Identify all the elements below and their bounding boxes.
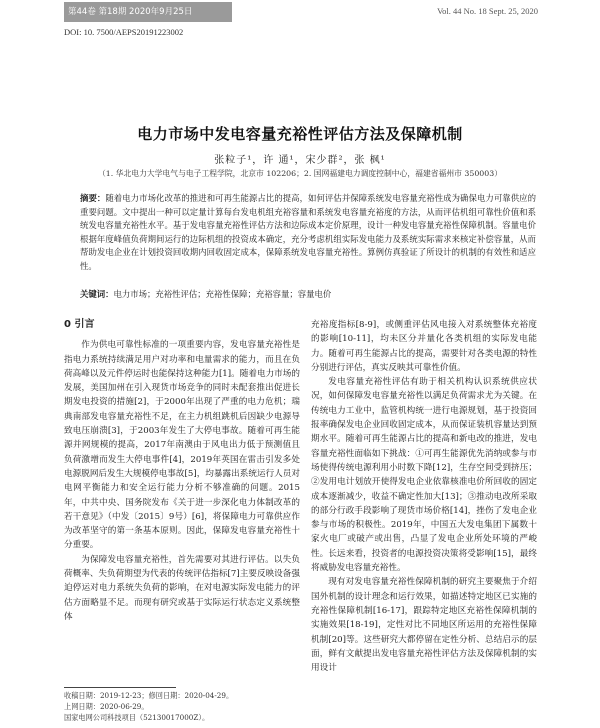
received-date: 收稿日期：2019-12-23；修回日期：2020-04-29。 — [64, 691, 234, 700]
abstract — [80, 192, 536, 274]
journal-header — [0, 0, 600, 24]
keywords-text: 电力市场；充裕性评估；充裕性保障；充裕容量；容量电价 — [113, 289, 332, 299]
abstract-label: 摘要： — [80, 193, 106, 203]
paragraph: 发电容量充裕性评估有助于相关机构认识系统供应状况，如何保障发电容量充裕性以满足负荷需求尤为关键。在传统电力工业中，监管机构统一进行电源规划，基于投资回报率确保发电企业回收固定成本，从而保证装机容量达到预期水平。随着可再生能源占比的提高和新电改的推进，发电容量充裕性面临如下挑战：①可再生能源优先消纳或参与市场使得传统电源利用小时数下降[12]，生存空间受到挤压；②发用电计划放开使得发电企业依靠核准电价所回收的固定成本逐渐减少，收益不确定性加大[13]；③推动电改所采取的部分行政手段影响了现货市场价格[14]，挫伤了发电企业参与市场的积极性。2019年，中国五大发电集团下属数十家火电厂或破产或出售，凸显了发电企业所处环境的严峻性。长远来看，投资者的电源投资决策将受影响[15]，最终将威胁发电容量充裕性。 — [311, 377, 537, 574]
abstract-text: 随着电力市场化改革的推进和可再生能源占比的提高，如何评估并保障系统发电容量充裕性成为确保电力可靠供应的重要问题。文中提出一种可以定量计算每台发电机组充裕容量和系统发电容量充裕度的方法，从而评估机组可靠性价值和系统发电容量充裕性水平。基于发电容量充裕性评估方法和边际成本定价原理，设计一种发电容量充裕性保障机制。容量电价根据年度峰值负荷期间运行的边际机组的投资成本确定，充分考虑机组实际发电能力及系统实际需求来核定补偿容量，从而帮助发电企业在计划投资回收期内回收固定成本，保障系统发电容量充裕性。算例仿真验证了所设计的机制的有效性和适应性。 — [80, 193, 537, 271]
affiliation: （1. 华北电力大学电气与电子工程学院，北京市 102206；2. 国网福建电力调度控制中心，福建省福州市 350003） — [98, 169, 502, 178]
keywords — [80, 288, 536, 300]
fund-info: 国家电网公司科技项目（52130017000Z）。 — [64, 713, 210, 722]
right-column — [311, 318, 537, 675]
paragraph: 作为供电可靠性标准的一项重要内容，发电容量充裕性是指电力系统持续满足用户对功率和电量需求的能力，而且在负荷高峰以及元件停运时也能保持这种能力[1]。随着电力市场的发展，美国加州在引入现货市场竞争的同时未配套推出促进长期发电投资的措施[2]，于2000年出现了严重的电力危机；瑞典南部发电容量充裕性不足，在主力机组跳机后因缺少电源导致电压崩溃[3]，于2003年发生了大停电事故。随着可再生能源并网规模的提高，2017年南澳由于风电出力低于预测值且负荷激增而发生大停电事件[4]，2019年英国在雷击引发多处电源脱网后发生大规模停电事故[5]，均暴露出系统运行人员对电网平衡能力和安全运行能力分析不够准确的问题。2015年，中共中央、国务院发布《关于进一步深化电力体制改革的若干意见》（中发〔2015〕9号）[6]，将保障电力可靠供应作为改革坚守的第一条基本原则。因此，保障发电容量充裕性十分重要。 — [64, 340, 300, 551]
paragraph: 充裕度指标[8-9]，或侧重评估风电接入对系统整体充裕度的影响[10-11]，均未区分并量化各类机组的实际发电能力。随着可再生能源占比的提高，需要针对各类电源的特性分别进行评估，真实反映其可靠性价值。 — [311, 320, 537, 373]
issue-info: 第44卷 第18期 2020年9月25日 — [64, 2, 232, 22]
issue-info-en: Vol. 44 No. 18 Sept. 25, 2020 — [437, 6, 538, 16]
left-column — [64, 318, 300, 624]
section-heading: 0 引言 — [64, 319, 95, 330]
online-date: 上网日期：2020-06-29。 — [64, 702, 149, 711]
doi: DOI: 10. 7500/AEPS20191223002 — [64, 27, 184, 37]
paragraph: 为保障发电容量充裕性，首先需要对其进行评估。以失负荷概率、失负荷期望为代表的传统评估指标[7]主要反映设备强迫停运对电力系统失负荷的影响，在对电源实际发电能力的评估方面略显不足。而现有研究或基于实际运行状态定义系统整体 — [64, 554, 300, 622]
authors: 张粒子¹，许 通¹，宋少群²，张 枫¹ — [214, 155, 386, 166]
paper-title: 电力市场中发电容量充裕性评估方法及保障机制 — [137, 125, 463, 143]
paragraph: 现有对发电容量充裕性保障机制的研究主要聚焦于介绍国外机制的设计理念和运行效果，如描述特定地区已实施的充裕性保障机制[16-17]，跟踪特定地区充裕性保障机制的实施效果[18-19]，定性对比不同地区所运用的充裕性保障机制[20]等。这些研究大都停留在定性分析、总结启示的层面，鲜有文献提出发电容量充裕性评估方法及保障机制的实用设计 — [311, 577, 537, 674]
keywords-label: 关键词： — [80, 289, 114, 299]
footnote-rule — [64, 687, 176, 688]
footnotes — [64, 690, 233, 723]
